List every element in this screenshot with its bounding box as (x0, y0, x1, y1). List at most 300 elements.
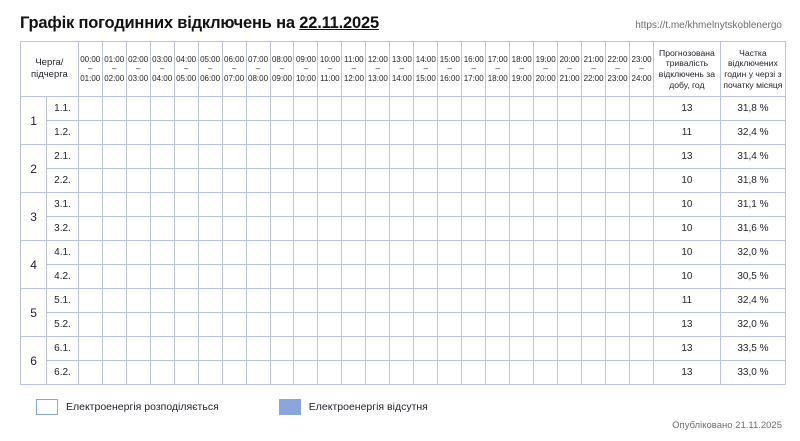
outage-cell-on (78, 193, 102, 217)
outage-cell-off (318, 337, 342, 361)
subqueue-cell: 4.2. (47, 265, 78, 289)
legend (36, 399, 786, 415)
outage-cell-on (126, 145, 150, 169)
subqueue-cell: 5.2. (47, 313, 78, 337)
hour-header: 07:00 – 08:00 (246, 42, 270, 97)
outage-cell-off (510, 361, 534, 385)
outage-cell-off (366, 145, 390, 169)
outage-cell-off (558, 265, 582, 289)
table-body (21, 97, 786, 385)
outage-cell-on (318, 121, 342, 145)
hour-header: 02:00 – 03:00 (126, 42, 150, 97)
hour-header: 09:00 – 10:00 (294, 42, 318, 97)
outage-cell-off (342, 265, 366, 289)
outage-cell-off (126, 337, 150, 361)
outage-cell-off (438, 121, 462, 145)
outage-cell-off (486, 361, 510, 385)
queue-cell: 4 (21, 241, 47, 289)
outage-cell-off (462, 121, 486, 145)
outage-cell-on (390, 217, 414, 241)
outage-cell-off (78, 121, 102, 145)
outage-cell-on (102, 169, 126, 193)
outage-cell-off (438, 97, 462, 121)
page-title-text: Графік погодинних відключень на (20, 14, 300, 32)
outage-cell-on (438, 313, 462, 337)
hour-header: 00:00 – 01:00 (78, 42, 102, 97)
share-cell: 32,0 % (720, 313, 785, 337)
outage-cell-on (414, 337, 438, 361)
outage-cell-on (270, 313, 294, 337)
legend-label-off: Електроенергія відсутня (308, 401, 428, 413)
hour-header: 22:00 – 23:00 (606, 42, 630, 97)
outage-cell-on (78, 145, 102, 169)
outage-cell-on (174, 193, 198, 217)
table-row (21, 121, 786, 145)
outage-cell-on (270, 169, 294, 193)
outage-cell-on (246, 97, 270, 121)
outage-cell-on (438, 193, 462, 217)
outage-cell-on (414, 217, 438, 241)
outage-cell-off (558, 241, 582, 265)
outage-cell-on (294, 265, 318, 289)
outage-cell-on (246, 265, 270, 289)
outage-cell-off (102, 337, 126, 361)
outage-cell-off (270, 337, 294, 361)
outage-cell-on (414, 193, 438, 217)
outage-cell-off (342, 313, 366, 337)
outage-cell-off (486, 193, 510, 217)
legend-item-off (279, 399, 428, 415)
outage-cell-on (318, 265, 342, 289)
duration-cell: 13 (654, 145, 721, 169)
outage-cell-on (462, 169, 486, 193)
duration-cell: 13 (654, 337, 721, 361)
outage-cell-on (366, 361, 390, 385)
outage-cell-off (462, 97, 486, 121)
page-title-date: 22.11.2025 (299, 14, 379, 32)
outage-cell-off (78, 361, 102, 385)
outage-cell-on (630, 145, 654, 169)
hour-header: 21:00 – 22:00 (582, 42, 606, 97)
outage-cell-on (150, 313, 174, 337)
corner-header-line1: Черга/ (35, 57, 64, 69)
hour-header: 08:00 – 09:00 (270, 42, 294, 97)
outage-cell-off (462, 313, 486, 337)
subqueue-cell: 6.1. (47, 337, 78, 361)
outage-cell-on (270, 241, 294, 265)
outage-cell-on (246, 121, 270, 145)
outage-cell-off (294, 361, 318, 385)
outage-cell-off (390, 313, 414, 337)
outage-cell-off (462, 361, 486, 385)
outage-cell-off (126, 265, 150, 289)
outage-cell-off (582, 169, 606, 193)
outage-cell-off (582, 265, 606, 289)
outage-cell-on (294, 289, 318, 313)
outage-cell-off (558, 97, 582, 121)
outage-cell-on (366, 193, 390, 217)
outage-cell-on (198, 265, 222, 289)
outage-cell-off (318, 217, 342, 241)
outage-cell-on (390, 193, 414, 217)
outage-cell-off (318, 313, 342, 337)
outage-cell-on (630, 217, 654, 241)
outage-cell-off (198, 289, 222, 313)
outage-cell-off (294, 97, 318, 121)
outage-cell-on (414, 121, 438, 145)
outage-cell-off (342, 121, 366, 145)
outage-cell-off (534, 217, 558, 241)
outage-cell-off (606, 313, 630, 337)
outage-cell-on (510, 169, 534, 193)
outage-cell-off (486, 121, 510, 145)
outage-cell-off (510, 337, 534, 361)
outage-cell-on (126, 169, 150, 193)
outage-cell-on (558, 217, 582, 241)
share-cell: 32,4 % (720, 289, 785, 313)
outage-cell-off (150, 337, 174, 361)
outage-cell-off (222, 289, 246, 313)
outage-cell-on (294, 169, 318, 193)
outage-cell-off (246, 313, 270, 337)
outage-cell-on (582, 289, 606, 313)
outage-cell-on (630, 169, 654, 193)
outage-cell-off (462, 193, 486, 217)
outage-cell-off (630, 313, 654, 337)
duration-cell: 10 (654, 265, 721, 289)
outage-cell-on (414, 313, 438, 337)
outage-cell-on (102, 193, 126, 217)
outage-cell-on (438, 169, 462, 193)
table-row (21, 241, 786, 265)
outage-cell-on (222, 265, 246, 289)
outage-cell-on (630, 265, 654, 289)
outage-cell-on (486, 145, 510, 169)
outage-cell-on (198, 97, 222, 121)
outage-cell-on (558, 289, 582, 313)
outage-cell-on (342, 97, 366, 121)
subqueue-cell: 2.2. (47, 169, 78, 193)
share-cell: 31,4 % (720, 145, 785, 169)
outage-cell-off (174, 313, 198, 337)
outage-cell-on (222, 337, 246, 361)
outage-cell-off (342, 145, 366, 169)
outage-cell-off (342, 169, 366, 193)
outage-cell-on (510, 265, 534, 289)
outage-cell-off (414, 265, 438, 289)
outage-cell-off (606, 265, 630, 289)
outage-cell-off (222, 145, 246, 169)
outage-cell-on (270, 121, 294, 145)
outage-cell-off (486, 313, 510, 337)
outage-table (20, 41, 786, 385)
outage-cell-on (126, 313, 150, 337)
outage-cell-on (78, 289, 102, 313)
outage-cell-off (102, 241, 126, 265)
outage-cell-off (126, 97, 150, 121)
outage-cell-on (174, 241, 198, 265)
table-row (21, 97, 786, 121)
outage-cell-on (558, 313, 582, 337)
outage-cell-on (270, 145, 294, 169)
outage-cell-on (438, 265, 462, 289)
outage-cell-on (246, 361, 270, 385)
hour-header: 18:00 – 19:00 (510, 42, 534, 97)
outage-cell-off (78, 241, 102, 265)
hour-header: 13:00 – 14:00 (390, 42, 414, 97)
outage-cell-on (606, 169, 630, 193)
outage-cell-on (222, 241, 246, 265)
outage-cell-on (150, 193, 174, 217)
outage-cell-on (126, 193, 150, 217)
outage-cell-off (342, 193, 366, 217)
hour-header: 03:00 – 04:00 (150, 42, 174, 97)
outage-cell-off (534, 145, 558, 169)
outage-cell-on (198, 121, 222, 145)
hour-header: 01:00 – 02:00 (102, 42, 126, 97)
outage-cell-off (510, 289, 534, 313)
table-row (21, 361, 786, 385)
duration-cell: 13 (654, 97, 721, 121)
outage-cell-on (486, 169, 510, 193)
share-cell: 32,0 % (720, 241, 785, 265)
outage-cell-off (270, 361, 294, 385)
outage-cell-on (222, 121, 246, 145)
duration-cell: 10 (654, 193, 721, 217)
title-row (20, 14, 786, 33)
outage-cell-on (438, 217, 462, 241)
hour-header: 16:00 – 17:00 (462, 42, 486, 97)
outage-cell-off (606, 289, 630, 313)
queue-cell: 6 (21, 337, 47, 385)
outage-cell-on (318, 169, 342, 193)
outage-cell-off (510, 217, 534, 241)
outage-cell-on (606, 337, 630, 361)
outage-cell-off (78, 97, 102, 121)
outage-cell-on (198, 193, 222, 217)
queue-cell: 3 (21, 193, 47, 241)
table-row (21, 337, 786, 361)
outage-cell-on (390, 361, 414, 385)
outage-cell-on (438, 361, 462, 385)
outage-cell-on (318, 97, 342, 121)
outage-cell-on (198, 241, 222, 265)
outage-cell-on (438, 337, 462, 361)
share-cell: 33,5 % (720, 337, 785, 361)
outage-cell-on (534, 265, 558, 289)
outage-cell-off (630, 121, 654, 145)
legend-label-on: Електроенергія розподіляється (66, 401, 219, 413)
subqueue-cell: 1.1. (47, 97, 78, 121)
outage-cell-on (246, 193, 270, 217)
share-cell: 31,8 % (720, 169, 785, 193)
outage-cell-on (246, 241, 270, 265)
table-row (21, 145, 786, 169)
outage-cell-off (102, 97, 126, 121)
outage-cell-on (630, 361, 654, 385)
outage-cell-off (558, 169, 582, 193)
outage-cell-on (414, 289, 438, 313)
telegram-link[interactable]: https://t.me/khmelnytskoblenergo (635, 20, 782, 31)
outage-cell-off (606, 121, 630, 145)
hour-header: 15:00 – 16:00 (438, 42, 462, 97)
corner-header-line2: підчерга (30, 69, 68, 80)
outage-cell-off (534, 97, 558, 121)
outage-cell-off (390, 265, 414, 289)
outage-cell-on (414, 145, 438, 169)
duration-cell: 13 (654, 313, 721, 337)
outage-cell-on (606, 361, 630, 385)
outage-cell-on (582, 361, 606, 385)
outage-cell-on (222, 193, 246, 217)
outage-cell-off (294, 217, 318, 241)
outage-cell-on (246, 289, 270, 313)
hour-header: 11:00 – 12:00 (342, 42, 366, 97)
corner-header (21, 42, 79, 97)
outage-cell-on (294, 313, 318, 337)
summary-header-share: Частка відключених годин у черзі з початку місяця (720, 42, 785, 97)
outage-cell-on (462, 145, 486, 169)
outage-cell-off (150, 361, 174, 385)
outage-cell-on (486, 241, 510, 265)
outage-cell-on (150, 217, 174, 241)
outage-cell-on (126, 217, 150, 241)
outage-cell-on (150, 265, 174, 289)
outage-cell-off (318, 241, 342, 265)
outage-cell-off (198, 169, 222, 193)
subqueue-cell: 1.2. (47, 121, 78, 145)
outage-cell-on (366, 337, 390, 361)
outage-cell-on (246, 337, 270, 361)
outage-cell-off (102, 361, 126, 385)
outage-cell-on (558, 193, 582, 217)
outage-cell-off (366, 289, 390, 313)
outage-cell-off (366, 313, 390, 337)
hour-header: 06:00 – 07:00 (222, 42, 246, 97)
outage-cell-on (150, 241, 174, 265)
outage-cell-on (606, 145, 630, 169)
share-cell: 31,1 % (720, 193, 785, 217)
hour-header: 05:00 – 06:00 (198, 42, 222, 97)
outage-cell-on (510, 241, 534, 265)
outage-cell-on (102, 313, 126, 337)
outage-cell-on (534, 289, 558, 313)
outage-cell-off (630, 289, 654, 313)
outage-cell-off (582, 121, 606, 145)
outage-cell-on (390, 337, 414, 361)
outage-cell-on (222, 217, 246, 241)
page-title (20, 14, 379, 33)
outage-cell-off (534, 241, 558, 265)
outage-cell-on (198, 337, 222, 361)
table-row (21, 265, 786, 289)
outage-cell-off (558, 145, 582, 169)
outage-cell-off (270, 193, 294, 217)
share-cell: 31,6 % (720, 217, 785, 241)
outage-cell-off (102, 121, 126, 145)
outage-cell-on (438, 289, 462, 313)
outage-cell-off (270, 217, 294, 241)
outage-cell-off (390, 241, 414, 265)
outage-cell-on (606, 217, 630, 241)
subqueue-cell: 3.2. (47, 217, 78, 241)
legend-swatch-off-icon (279, 399, 301, 415)
outage-cell-off (414, 97, 438, 121)
outage-cell-off (78, 337, 102, 361)
outage-cell-off (390, 97, 414, 121)
outage-cell-on (486, 97, 510, 121)
outage-cell-on (366, 217, 390, 241)
outage-cell-on (558, 337, 582, 361)
outage-cell-on (390, 289, 414, 313)
outage-cell-on (534, 193, 558, 217)
outage-cell-off (318, 361, 342, 385)
outage-cell-on (102, 289, 126, 313)
outage-cell-on (174, 337, 198, 361)
duration-cell: 11 (654, 289, 721, 313)
outage-cell-off (318, 193, 342, 217)
outage-cell-on (534, 121, 558, 145)
outage-cell-off (246, 169, 270, 193)
hour-header: 17:00 – 18:00 (486, 42, 510, 97)
outage-cell-on (630, 97, 654, 121)
legend-swatch-on-icon (36, 399, 58, 415)
published-note: Опубліковано 21.11.2025 (672, 420, 782, 431)
table-row (21, 169, 786, 193)
duration-cell: 10 (654, 217, 721, 241)
outage-cell-on (294, 145, 318, 169)
table-row (21, 289, 786, 313)
outage-cell-off (582, 97, 606, 121)
outage-cell-on (414, 169, 438, 193)
outage-cell-off (390, 145, 414, 169)
table-row (21, 313, 786, 337)
outage-cell-on (630, 337, 654, 361)
subqueue-cell: 2.1. (47, 145, 78, 169)
outage-cell-off (510, 121, 534, 145)
outage-cell-on (174, 217, 198, 241)
hour-header: 19:00 – 20:00 (534, 42, 558, 97)
outage-cell-off (222, 169, 246, 193)
outage-cell-on (222, 361, 246, 385)
hour-header: 23:00 – 24:00 (630, 42, 654, 97)
outage-cell-on (438, 241, 462, 265)
outage-cell-on (294, 241, 318, 265)
outage-cell-on (438, 145, 462, 169)
outage-cell-off (606, 97, 630, 121)
outage-cell-off (390, 169, 414, 193)
outage-cell-on (558, 121, 582, 145)
share-cell: 31,8 % (720, 97, 785, 121)
outage-cell-off (534, 361, 558, 385)
outage-cell-off (510, 145, 534, 169)
outage-cell-off (462, 289, 486, 313)
outage-cell-off (126, 361, 150, 385)
outage-cell-off (294, 193, 318, 217)
outage-cell-off (342, 241, 366, 265)
queue-cell: 2 (21, 145, 47, 193)
outage-cell-on (174, 97, 198, 121)
outage-cell-off (462, 217, 486, 241)
outage-cell-on (198, 217, 222, 241)
outage-cell-on (462, 265, 486, 289)
outage-cell-off (534, 169, 558, 193)
outage-cell-on (606, 193, 630, 217)
queue-cell: 1 (21, 97, 47, 145)
outage-cell-on (198, 361, 222, 385)
outage-cell-on (582, 217, 606, 241)
outage-cell-off (606, 241, 630, 265)
